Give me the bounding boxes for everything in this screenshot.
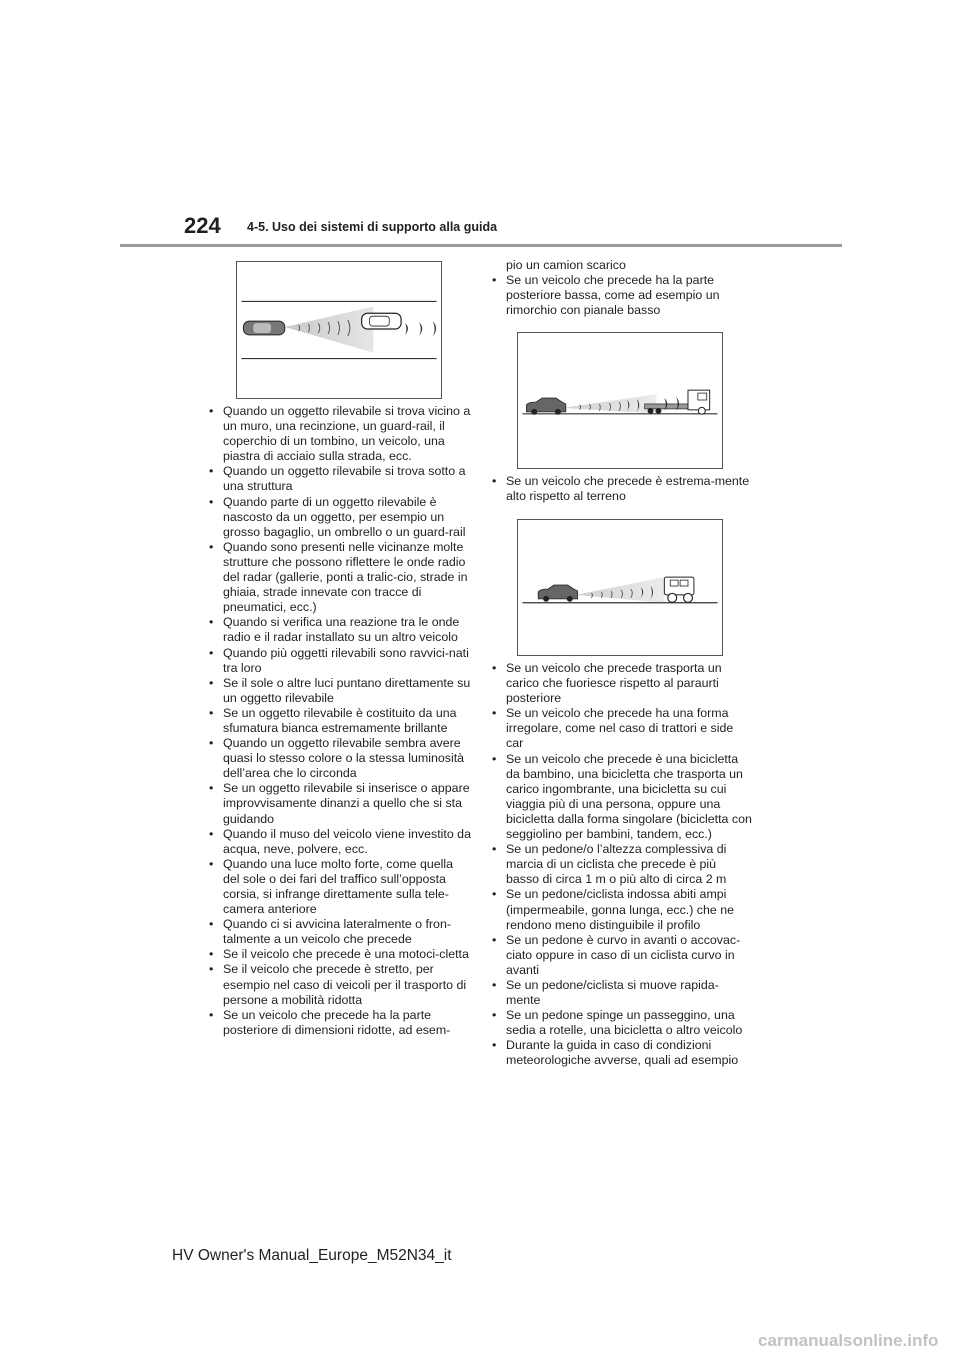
list-item: • Se un veicolo che precede ha una forma irregolare, come nel caso di trattori e side car	[490, 706, 752, 751]
list-item: • Se un pedone/ciclista indossa abiti ampi (impermeabile, gonna lunga, ecc.) che ne rendono meno distinguibile il profilo	[490, 887, 752, 932]
figure-high-vehicle-illustration	[518, 520, 722, 655]
list-item: • Se il veicolo che precede è una motoci-cletta	[207, 947, 471, 962]
list-item: • Se un pedone spinge un passeggino, una sedia a rotelle, una bicicletta o altro veicolo	[490, 1008, 752, 1038]
high-vehicle-icon	[664, 577, 694, 602]
figure-top-view-vehicles	[236, 261, 442, 399]
ego-car-icon	[526, 398, 565, 415]
list-item: • Quando il muso del veicolo viene investito da acqua, neve, polvere, ecc.	[207, 827, 471, 857]
list-item: • Quando una luce molto forte, come quella del sole o dei fari del traffico sull’opposta corsia, si infrange direttamente sulla tele-camera anteriore	[207, 857, 471, 917]
list-item: • Se un veicolo che precede trasporta un carico che fuoriesce rispetto al paraurti posteriore	[490, 661, 752, 706]
list-item: • Quando parte di un oggetto rilevabile è nascosto da un oggetto, per esempio un grosso bagaglio, un ombrello o un guard-rail	[207, 495, 471, 540]
continuation-text: pio un camion scarico	[506, 258, 626, 272]
ego-car-icon	[538, 585, 577, 602]
list-item: • Se il veicolo che precede è stretto, per esempio nel caso di veicoli per il trasporto di persone a mobilità ridotta	[207, 962, 471, 1007]
lead-car-icon	[362, 313, 401, 329]
right-bullet-list-bottom	[490, 661, 752, 1069]
list-item: • Quando si verifica una reazione tra le onde radio e il radar installato su un altro veicolo	[207, 615, 471, 645]
list-item: • Quando un oggetto rilevabile si trova sotto a una struttura	[207, 464, 471, 494]
list-item: • Quando un oggetto rilevabile si trova vicino a un muro, una recinzione, un guard-rail, il coperchio di un tombino, un veicolo, una piastra di acciaio sulla strada, ecc.	[207, 404, 471, 464]
list-item: • Se un veicolo che precede è una bicicletta da bambino, una bicicletta che trasporta un carico ingombrante, una bicicletta su cui viaggia più di una persona, oppure una bicicletta dalla forma singolare (bicicletta con seggiolino per bambini, tandem, ecc.)	[490, 752, 752, 843]
figure-top-view-illustration	[237, 262, 441, 398]
figure-low-trailer-illustration	[518, 333, 722, 468]
header-rule	[120, 244, 842, 247]
list-item: • Se un veicolo che precede ha la parte posteriore di dimensioni ridotte, ad esem-	[207, 1008, 471, 1038]
list-item: • Se un veicolo che precede ha la parte posteriore bassa, come ad esempio un rimorchio con pianale basso	[490, 273, 752, 318]
figure-low-trailer	[517, 332, 723, 469]
list-item: • Se un pedone/ciclista si muove rapida-mente	[490, 978, 752, 1008]
list-item: • Se un pedone/o l’altezza complessiva di marcia di un ciclista che precede è più basso di circa 1 m o più alto di circa 2 m	[490, 842, 752, 887]
list-item: • Quando ci si avvicina lateralmente o fron-talmente a un veicolo che precede	[207, 917, 471, 947]
watermark: carmanualsonline.info	[758, 1331, 939, 1350]
list-item: • Se un oggetto rilevabile si inserisce o appare improvvisamente dinanzi a quello che si sta guidando	[207, 781, 471, 826]
list-item: • Se un veicolo che precede è estrema-mente alto rispetto al terreno	[490, 474, 752, 504]
list-item: • Se il sole o altre luci puntano direttamente su un oggetto rilevabile	[207, 676, 471, 706]
footer-text: HV Owner's Manual_Europe_M52N34_it	[172, 1247, 452, 1264]
list-item: • Quando un oggetto rilevabile sembra avere quasi lo stesso colore o la stessa luminosità dell’area che lo circonda	[207, 736, 471, 781]
list-item: • Durante la guida in caso di condizioni meteorologiche avverse, quali ad esempio	[490, 1038, 752, 1068]
ego-car-icon	[243, 321, 284, 335]
section-title: 4-5. Uso dei sistemi di supporto alla guida	[247, 220, 498, 234]
list-item: • Quando più oggetti rilevabili sono ravvici-nati tra loro	[207, 646, 471, 676]
list-item: • Se un pedone è curvo in avanti o accovac-ciato oppure in caso di un ciclista curvo in avanti	[490, 933, 752, 978]
right-bullet-list-top	[490, 273, 752, 318]
list-item: • Se un oggetto rilevabile è costituito da una sfumatura bianca estremamente brillante	[207, 706, 471, 736]
right-bullet-list-middle	[490, 474, 752, 504]
list-item: • Quando sono presenti nelle vicinanze molte strutture che possono riflettere le onde radio del radar (gallerie, ponti a tralic-cio, strade in ghiaia, strade innevate con tracce di pneumatici, ecc.)	[207, 540, 471, 615]
left-bullet-list	[207, 404, 471, 1038]
truck-icon	[688, 390, 710, 414]
figure-high-vehicle	[517, 519, 723, 656]
page-number: 224	[184, 213, 221, 238]
